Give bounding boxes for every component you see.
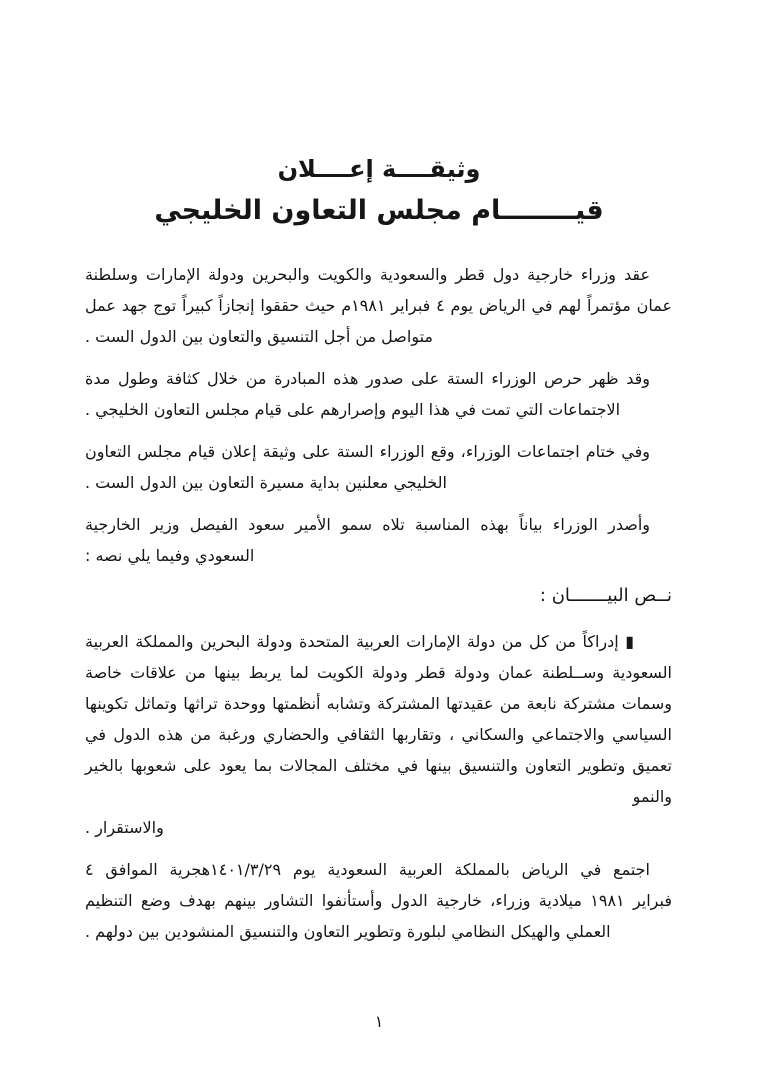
paragraph-line: السعودي وفيما يلي نصه : [85, 546, 255, 565]
paragraph [85, 854, 672, 947]
paragraph [85, 509, 672, 571]
section-header: نــص البيـــــــان : [539, 585, 672, 606]
paragraph [85, 363, 672, 425]
paragraph [85, 436, 672, 498]
paragraph [85, 626, 672, 843]
paragraph-line: الاجتماعات التي تمت في هذا اليوم وإصرارهم على قيام مجلس التعاون الخليجي . [85, 400, 621, 419]
paragraph-line: العملي والهيكل النظامي لبلورة وتطوير التعاون والتنسيق المنشودين بين دولهم . [85, 922, 611, 941]
paragraph-line: والاستقرار . [85, 818, 164, 837]
paragraph-line: السعودية وســلطنة عمان ودولة قطر ودولة الكويت لما يربط بينها من علاقات خاصة [85, 663, 672, 682]
paragraph-line: وسمات مشتركة نابعة من عقيدتها المشتركة وتشابه أنظمتها ووحدة تراثها وتماثل تكوينها [85, 694, 672, 713]
paragraph-line: اجتمع في الرياض بالمملكة العربية السعودية يوم ١٤٠١/٣/٢٩هجرية الموافق ٤ [85, 860, 650, 879]
document-body [85, 259, 672, 958]
paragraph-line: ▮ إدراكاً من كل من دولة الإمارات العربية المتحدة ودولة البحرين والمملكة العربية [85, 632, 634, 651]
paragraph-line: متواصل من أجل التنسيق والتعاون بين الدول الست . [85, 327, 433, 346]
title-line-2: قيــــــــام مجلس التعاون الخليجي [154, 195, 604, 226]
page-number: ١ [374, 1012, 384, 1031]
paragraph-line: وقد ظهر حرص الوزراء الستة على صدور هذه المبادرة من خلال كثافة وطول مدة [85, 369, 650, 388]
paragraph-line: عقد وزراء خارجية دول قطر والسعودية والكويت والبحرين ودولة الإمارات وسلطنة [85, 265, 650, 284]
paragraph-line: الخليجي معلنين بداية مسيرة التعاون بين الدول الست . [85, 473, 447, 492]
paragraph-line: وأصدر الوزراء بياناً بهذه المناسبة تلاه سمو الأمير سعود الفيصل وزير الخارجية [85, 515, 650, 534]
paragraph-line: وفي ختام اجتماعات الوزراء، وقع الوزراء الستة على وثيقة إعلان قيام مجلس التعاون [85, 442, 650, 461]
paragraph-line: فبراير ١٩٨١ ميلادية وزراء، خارجية الدول وأستأنفوا التشاور بينهم بهدف وضع التنظيم [85, 891, 672, 910]
paragraph-line: عمان مؤتمراً لهم في الرياض يوم ٤ فبراير ١٩٨١م حيث حققوا إنجازاً كبيراً توج جهد عمل [85, 296, 673, 315]
document-title [0, 150, 758, 234]
paragraph-line: تعميق وتطوير التعاون والتنسيق بينها في مختلف المجالات بما يعود على شعوبها بالخير والنمو [85, 756, 672, 806]
paragraph [85, 259, 672, 352]
paragraph-line: السياسي والاجتماعي والسكاني ، وتقاربها الثقافي والحضاري ورغبة من هذه الدول في [85, 725, 672, 744]
title-line-1: وثيقــــة إعــــلان [277, 155, 481, 183]
